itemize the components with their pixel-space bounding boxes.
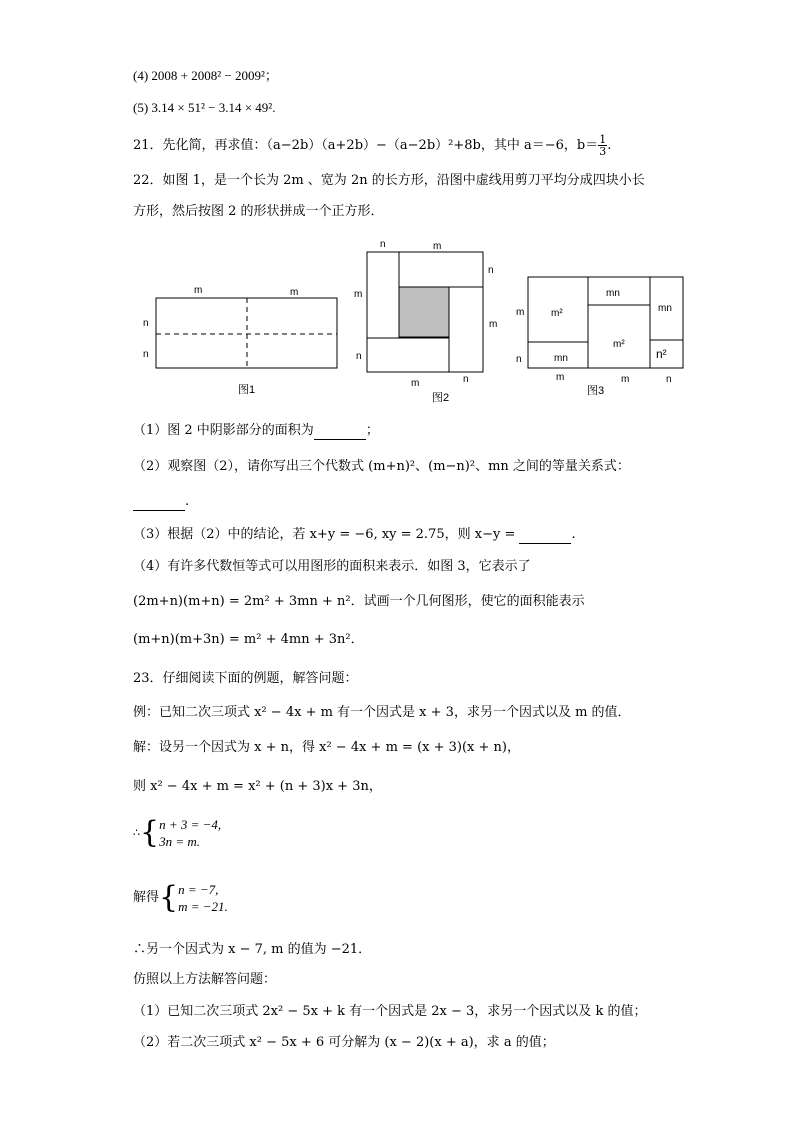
fig2-label-m-bottom: m — [411, 378, 420, 389]
fig3-label-n-left: n — [516, 354, 522, 365]
left-brace: { — [159, 880, 179, 915]
question-21 — [133, 134, 611, 157]
equation-system-2 — [133, 881, 228, 921]
q22-part-3-end: . — [571, 527, 576, 542]
figure-1 — [143, 285, 337, 396]
fig3-label-n-bottom: n — [666, 374, 672, 385]
fig3-label-m-left: m — [516, 307, 525, 318]
fig3-cell-mn-top: mn — [606, 288, 620, 299]
fig3-cell-mn-right: mn — [658, 303, 672, 314]
then-text: 则 x² − 4x + m = x² + (n + 3)x + 3n， — [133, 779, 382, 794]
fig3-label-m-bottom-2: m — [621, 374, 630, 385]
fig3-cell-n2: n² — [656, 347, 667, 361]
q22-part-1-text: （1）图 2 中阴影部分的面积为 — [133, 423, 314, 438]
fig1-label-m-left: m — [194, 285, 203, 296]
fig2-label-n-left: n — [356, 351, 362, 362]
fig2-shaded-square — [399, 287, 449, 337]
fig1-caption: 图1 — [238, 384, 256, 396]
fig2-label-m-top: m — [433, 241, 442, 252]
system-2-eq2: m = −21. — [178, 899, 228, 914]
fig1-label-m-right: m — [290, 287, 299, 298]
fig2-label-n-right: n — [488, 265, 494, 276]
fig1-label-n-bottom: n — [143, 349, 149, 360]
q22-part-3-text: （3）根据（2）中的结论，若 x+y = −6, xy = 2.75，则 x−y = — [133, 527, 516, 542]
left-brace: { — [140, 815, 160, 850]
solution-text: 解：设另一个因式为 x + n，得 x² − 4x + m = (x + 3)(x + n)， — [133, 740, 520, 755]
system-1-eq1: n + 3 = −4, — [159, 817, 222, 832]
fig2-label-m-right: m — [489, 319, 498, 330]
imitate-part-1: （1）已知二次三项式 2x² − 5x + k 有一个因式是 2x − 3，求另一个因式以及 k 的值； — [133, 1004, 647, 1019]
q22-part-1 — [133, 423, 379, 440]
q22-part-4-line2: (2m+n)(m+n) = 2m² + 3mn + n²．试画一个几何图形，使它的面积能表示 — [133, 594, 585, 609]
fig2-label-m-left: m — [354, 289, 363, 300]
answer-blank-1[interactable] — [314, 423, 366, 440]
therefore-symbol: ∴ — [133, 826, 140, 839]
q22-part-4-line3: (m+n)(m+3n) = m² + 4mn + 3n²． — [133, 632, 364, 647]
problem-4-text: (4) 2008 + 2008² − 2009²； — [133, 68, 278, 83]
example-text: 例：已知二次三项式 x² − 4x + m 有一个因式是 x + 3，求另一个因式以及 m 的值． — [133, 705, 631, 720]
figure-group — [0, 235, 794, 410]
solved-label: 解得 — [133, 890, 160, 905]
imitate-text: 仿照以上方法解答问题： — [133, 972, 277, 987]
fig2-caption: 图2 — [432, 392, 450, 404]
answer-blank-2[interactable] — [133, 494, 185, 511]
q22-part-1-end: ； — [365, 423, 379, 438]
q22-part-2-answer — [133, 494, 189, 511]
question-21-end: . — [607, 138, 612, 153]
fig3-cell-mn-bottom-left: mn — [554, 353, 568, 364]
q22-part-4-line1: （4）有许多代数恒等式可以用图形的面积来表示．如图 3，它表示了 — [133, 559, 531, 574]
q22-part-2-end: . — [185, 494, 190, 509]
fraction-one-third — [598, 134, 607, 157]
figure-2 — [354, 239, 497, 404]
fig3-cell-m2-center: m² — [613, 339, 625, 350]
conclusion-text: ∴另一个因式为 x − 7, m 的值为 −21． — [133, 942, 372, 957]
system-1-eq2: 3n = m. — [159, 834, 201, 849]
answer-blank-3[interactable] — [519, 527, 571, 544]
question-22-line2: 方形，然后按图 2 的形状拼成一个正方形． — [133, 204, 384, 219]
question-22-line1: 22．如图 1，是一个长为 2m 、宽为 2n 的长方形，沿图中虚线用剪刀平均分成四块小长 — [133, 173, 645, 188]
equation-system-1 — [133, 816, 221, 856]
system-2-lines — [178, 881, 228, 915]
problem-5-text: (5) 3.14 × 51² − 3.14 × 49². — [133, 100, 276, 115]
system-2-eq1: n = −7, — [178, 882, 219, 897]
fraction-denominator: 3 — [599, 145, 607, 158]
fig3-cell-m2-left: m² — [551, 308, 563, 319]
question-23: 23．仔细阅读下面的例题，解答问题： — [133, 671, 358, 686]
q22-part-2: （2）观察图（2），请你写出三个代数式 (m+n)²、(m−n)²、mn 之间的等量关系式： — [133, 459, 630, 474]
imitate-part-2: （2）若二次三项式 x² − 5x + 6 可分解为 (x − 2)(x + a)，求 a 的值； — [133, 1035, 555, 1050]
fraction-numerator: 1 — [599, 133, 607, 146]
fig2-label-n-bottom: n — [463, 374, 469, 385]
fig3-label-m-bottom-1: m — [556, 372, 565, 383]
figure-3 — [516, 277, 683, 397]
question-21-text: 21．先化简，再求值：（a−2b）（a+2b）−（a−2b）²+8b，其中 a＝−6，b＝ — [133, 138, 599, 153]
fig1-label-n-top: n — [143, 318, 149, 329]
system-1-lines — [159, 816, 221, 850]
fig2-label-n-top: n — [380, 239, 386, 250]
fig3-caption: 图3 — [587, 385, 605, 397]
q22-part-3 — [133, 527, 576, 544]
